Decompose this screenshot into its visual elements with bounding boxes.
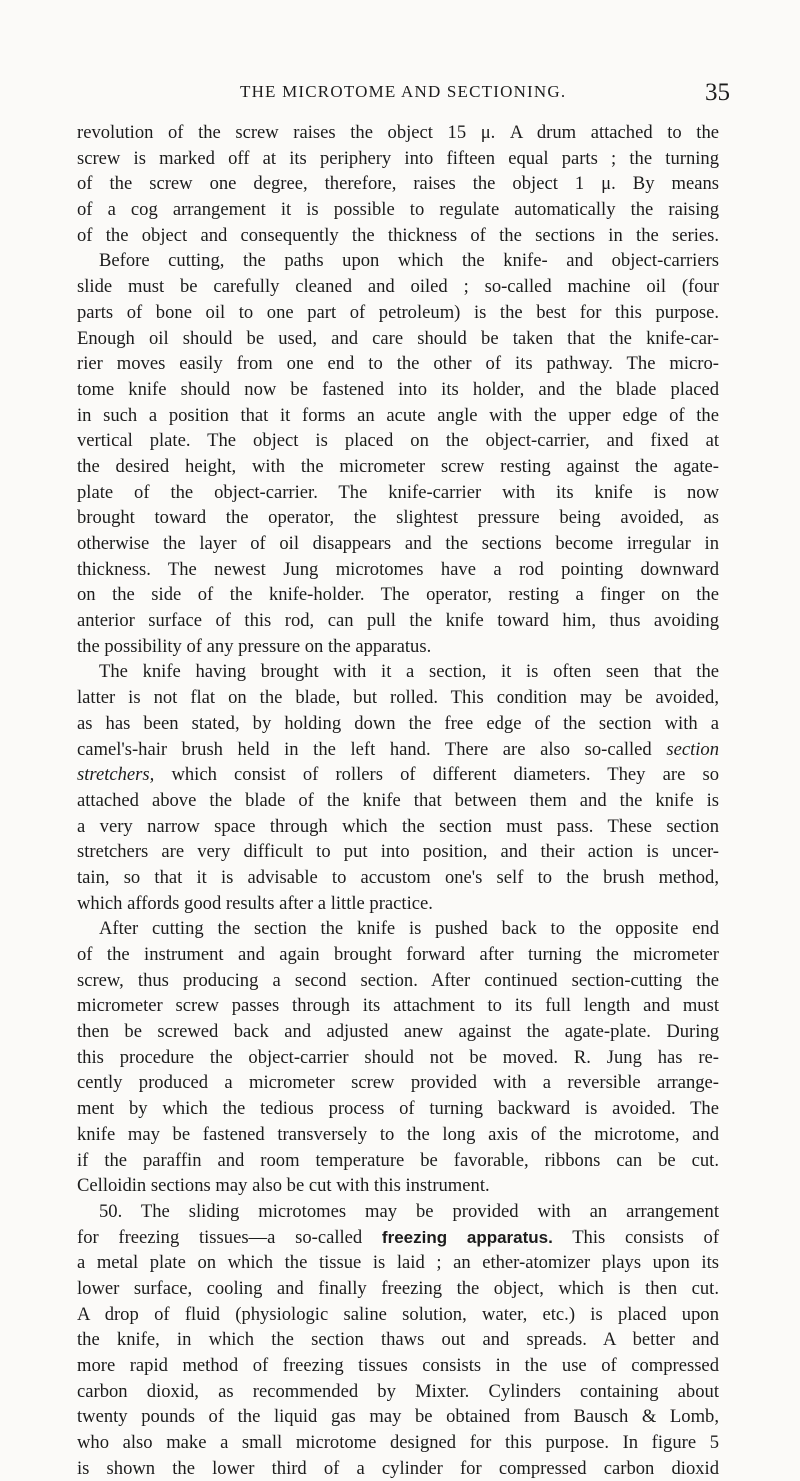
text-segment: which consist of rollers of different diameters. They are so <box>171 764 719 786</box>
text-line: cently produced a micrometer screw provided with a reversible arrange- <box>77 1072 719 1094</box>
text-line: the desired height, with the micrometer screw resting against the agate- <box>77 455 719 477</box>
text-line: vertical plate. The object is placed on the object-carrier, and fixed at <box>77 430 719 452</box>
text-line <box>77 1225 719 1251</box>
text-segment: camel's-hair brush held in the left hand. There are also so-called <box>77 738 652 760</box>
text-line: tain, so that it is advisable to accustom one's self to the brush method, <box>77 866 719 888</box>
text-line: ment by which the tedious process of turning backward is avoided. The <box>77 1098 719 1120</box>
text-line: who also make a small microtome designed for this purpose. In figure 5 <box>77 1432 719 1454</box>
italic-term: stretchers, <box>77 764 155 786</box>
text-line: Enough oil should be used, and care should be taken that the knife-car- <box>77 327 719 349</box>
text-line: carbon dioxid, as recommended by Mixter. Cylinders containing about <box>77 1380 719 1402</box>
text-line: attached above the blade of the knife that between them and the knife is <box>77 789 719 811</box>
text-line: Celloidin sections may also be cut with this instrument. <box>77 1175 490 1197</box>
text-line: if the paraffin and room temperature be favorable, ribbons can be cut. <box>77 1149 719 1171</box>
text-line: more rapid method of freezing tissues consists in the use of compressed <box>77 1355 719 1376</box>
text-line: The knife having brought with it a section, it is often seen that the <box>99 661 719 683</box>
text-line: the knife, in which the section thaws out and spreads. A better and <box>77 1329 719 1351</box>
body-text <box>77 120 719 1481</box>
text-line: screw is marked off at its periphery into fifteen equal parts ; the turning <box>77 147 719 169</box>
bold-term: freezing apparatus. <box>381 1227 553 1247</box>
text-line: parts of bone oil to one part of petroleum) is the best for this purpose. <box>77 301 719 323</box>
text-line: brought toward the operator, the slightest pressure being avoided, as <box>77 507 719 529</box>
text-line: plate of the object-carrier. The knife-carrier with its knife is now <box>77 481 719 503</box>
page-number: 35 <box>705 79 730 106</box>
text-line: on the side of the knife-holder. The operator, resting a finger on the <box>77 584 719 606</box>
text-line: twenty pounds of the liquid gas may be obtained from Bausch & Lomb, <box>77 1406 719 1428</box>
text-line <box>77 737 719 763</box>
text-line: micrometer screw passes through its attachment to its full length and must <box>77 995 719 1017</box>
text-line: 50. The sliding microtomes may be provided with an arrangement <box>99 1200 719 1222</box>
text-line: knife may be fastened transversely to the long axis of the microtome, and <box>77 1123 719 1145</box>
text-line: slide must be carefully cleaned and oiled ; so-called machine oil (four <box>77 276 719 298</box>
text-line: the possibility of any pressure on the apparatus. <box>77 635 432 657</box>
text-line: a metal plate on which the tissue is laid ; an ether-atomizer plays upon its <box>77 1252 719 1274</box>
text-line: in such a position that it forms an acute angle with the upper edge of the <box>77 404 719 426</box>
text-line: A drop of fluid (physiologic saline solution, water, etc.) is placed upon <box>77 1303 719 1325</box>
text-segment: for freezing tissues—a so-called <box>77 1226 363 1248</box>
text-line: After cutting the section the knife is pushed back to the opposite end <box>99 918 719 940</box>
text-line: anterior surface of this rod, can pull the knife toward him, thus avoiding <box>77 610 719 632</box>
text-line: as has been stated, by holding down the free edge of the section with a <box>77 712 719 734</box>
page-header <box>0 79 800 112</box>
text-line: revolution of the screw raises the object 15 μ. A drum attached to the <box>77 122 719 143</box>
text-line: screw, thus producing a second section. After continued section-cutting the <box>77 969 719 991</box>
text-segment: This consists of <box>572 1226 720 1248</box>
text-line: of the object and consequently the thickness of the sections in the series. <box>77 224 719 246</box>
text-line: Before cutting, the paths upon which the knife- and object-carriers <box>99 250 719 272</box>
text-line: of the instrument and again brought forward after turning the micrometer <box>77 944 719 965</box>
text-line: which affords good results after a little practice. <box>77 892 433 914</box>
text-line: of a cog arrangement it is possible to regulate automatically the raising <box>77 199 719 221</box>
text-line: otherwise the layer of oil disappears and the sections become irregular in <box>77 533 719 554</box>
text-line: is shown the lower third of a cylinder for compressed carbon dioxid <box>77 1457 719 1479</box>
running-title: THE MICROTOME AND SECTIONING. <box>240 82 567 101</box>
text-line: latter is not flat on the blade, but rolled. This condition may be avoided, <box>77 687 719 709</box>
italic-term: section <box>666 738 719 760</box>
text-line: then be screwed back and adjusted anew against the agate-plate. During <box>77 1021 719 1043</box>
text-line: lower surface, cooling and finally freezing the object, which is then cut. <box>77 1277 719 1299</box>
text-line <box>77 762 719 788</box>
text-line: of the screw one degree, therefore, raises the object 1 μ. By means <box>77 173 719 195</box>
text-line: a very narrow space through which the section must pass. These section <box>77 815 719 837</box>
text-line: tome knife should now be fastened into its holder, and the blade placed <box>77 378 719 400</box>
text-line: thickness. The newest Jung microtomes have a rod pointing downward <box>77 558 719 580</box>
text-line: rier moves easily from one end to the other of its pathway. The micro- <box>77 353 719 375</box>
text-line: this procedure the object-carrier should not be moved. R. Jung has re- <box>77 1046 719 1068</box>
text-line: stretchers are very difficult to put into position, and their action is uncer- <box>77 841 719 863</box>
